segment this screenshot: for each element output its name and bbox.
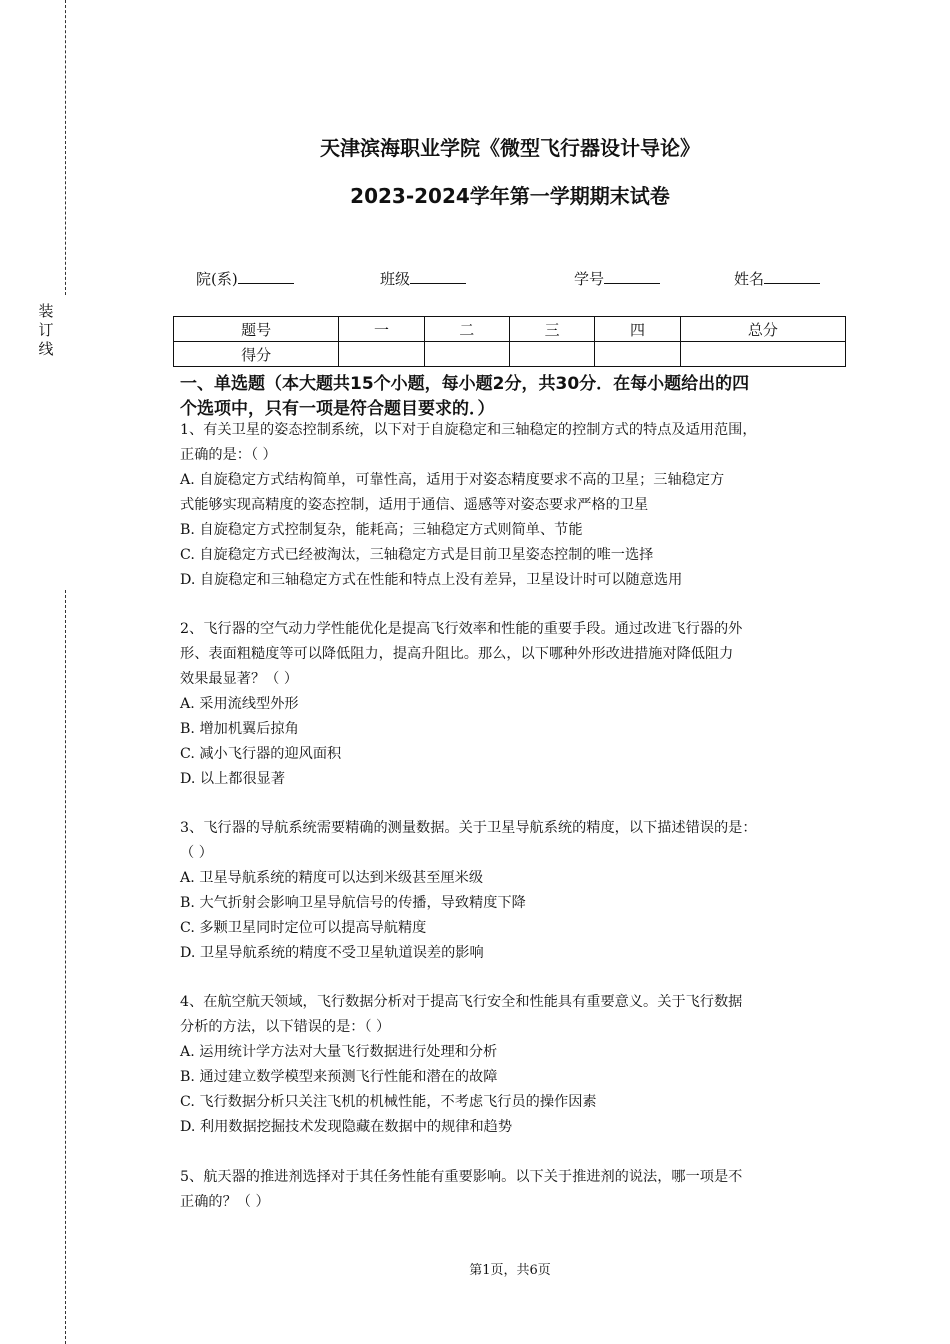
score-cell[interactable] [339, 342, 424, 367]
question-2: 2、飞行器的空气动力学性能优化是提高飞行效率和性能的重要手段。通过改进飞行器的外 形、表面粗糙度等可以降低阻力，提高升阻比。那么，以下哪种外形改进措施对降低阻力 效果最显著？（ ） A. 采用流线型外形 B. 增加机翼后掠角 C. 减小飞行器的迎风面积 D. 以上都很显著 [180, 621, 743, 787]
name-field: 姓名 [734, 268, 820, 289]
section-title: 一、单选题（本大题共15个小题，每小题2分，共30分．在每小题给出的四 个选项中，只有一项是符合题目要求的．） [180, 374, 750, 419]
score-table-header-row: 题号 一 二 三 四 总分 [174, 317, 846, 342]
score-cell[interactable] [509, 342, 594, 367]
score-cell[interactable] [680, 342, 845, 367]
score-cell[interactable] [595, 342, 680, 367]
exam-title-line2: 2023-2024学年第一学期期末试卷 [350, 184, 670, 208]
question-3: 3、飞行器的导航系统需要精确的测量数据。关于卫星导航系统的精度，以下描述错误的是： （ ） A. 卫星导航系统的精度可以达到米级甚至厘米级 B. 大气折射会影响卫星导航信号的传播，导致精度下降 C. 多颗卫星同时定位可以提高导航精度 D. 卫星导航系统的精度不受卫星轨道误差的影响 [180, 820, 757, 961]
department-field: 院(系) [196, 268, 294, 289]
score-table [173, 316, 846, 367]
score-table-score-row: 得分 [174, 342, 846, 367]
question-4: 4、在航空航天领域，飞行数据分析对于提高飞行安全和性能具有重要意义。关于飞行数据 分析的方法，以下错误的是：（ ） A. 运用统计学方法对大量飞行数据进行处理和分析 B. 通过建立数学模型来预测飞行性能和潜在的故障 C. 飞行数据分析只关注飞机的机械性能，不考虑飞行员的操作因素 D. 利用数据挖掘技术发现隐藏在数据中的规律和趋势 [180, 994, 743, 1135]
question-1: 1、有关卫星的姿态控制系统，以下对于自旋稳定和三轴稳定的控制方式的特点及适用范围， 正确的是：（ ） A. 自旋稳定方式结构简单，可靠性高，适用于对姿态精度要求不高的卫星；三轴稳定方 式能够实现高精度的姿态控制，适用于通信、遥感等对姿态要求严格的卫星 B. 自旋稳定方式控制复杂，能耗高；三轴稳定方式则简单、节能 C. 自旋稳定方式已经被淘汰，三轴稳定方式是目前卫星姿态控制的唯一选择 D. 自旋稳定和三轴稳定方式在性能和特点上没有差异，卫星设计时可以随意选用 [180, 422, 757, 588]
binding-label: 装 订 线 [38, 302, 54, 358]
exam-title-line1: 天津滨海职业学院《微型飞行器设计导论》 [320, 136, 700, 160]
binding-line-bottom [65, 590, 66, 1344]
page-footer: 第1页，共6页 [469, 1263, 551, 1278]
class-field: 班级 [380, 268, 466, 289]
student-id-field: 学号 [574, 268, 660, 289]
question-5: 5、航天器的推进剂选择对于其任务性能有重要影响。以下关于推进剂的说法，哪一项是不 正确的？（ ） [180, 1169, 743, 1210]
score-cell[interactable] [424, 342, 509, 367]
